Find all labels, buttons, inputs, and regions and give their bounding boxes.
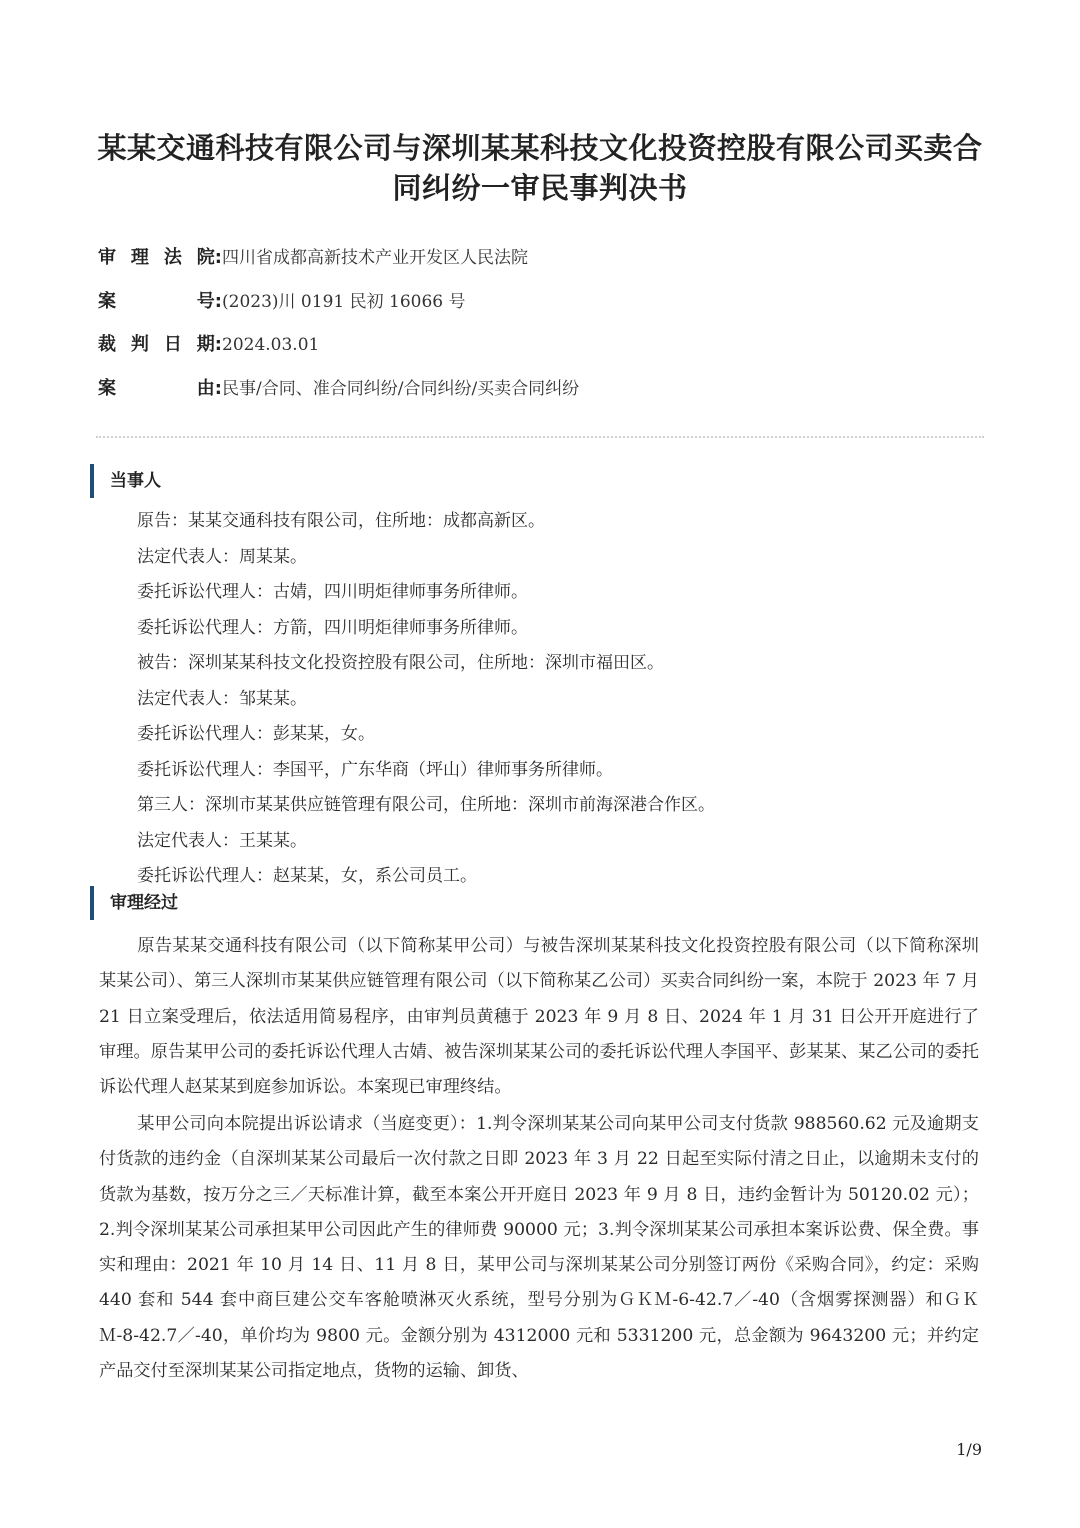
proceedings-paragraph <box>99 929 979 1105</box>
meta-cause-row <box>98 367 978 411</box>
section-heading-proceedings: 审理经过 <box>90 886 490 920</box>
party-line: 第三人：深圳市某某供应链管理有限公司，住所地：深圳市前海深港合作区。 <box>137 795 715 815</box>
party-line: 被告：深圳某某科技文化投资控股有限公司，住所地：深圳市福田区。 <box>137 653 664 673</box>
party-line: 法定代表人：邹某某。 <box>137 688 307 709</box>
label-char: 案 <box>98 377 116 399</box>
meta-case-no-row <box>98 280 978 324</box>
label-char: 日 <box>163 334 182 355</box>
label-char: 期: <box>196 334 222 355</box>
dotted-divider <box>96 436 984 438</box>
label-char: 号: <box>196 290 222 312</box>
meta-case-no-value: (2023)川 0191 民初 16066 号 <box>222 291 466 312</box>
party-line: 委托诉讼代理人：古婧，四川明炬律师事务所律师。 <box>137 582 528 602</box>
label-char: 法 <box>163 247 182 268</box>
section-heading-parties: 当事人 <box>90 464 490 498</box>
paragraph-text: 某甲公司向本院提出诉讼请求（当庭变更）：1.判令深圳某某公司向某甲公司支付货款 988560.62 元及逾期支付货款的违约金（自深圳某某公司最后一次付款之日即 2023 年 3 月 22 日起至实际付清之日止，以逾期未支付的货款为基数，按万分之三／天标准计算，截至本案公开开庭日 2023 年 9 月 8 日，违约金暂计为 50120.02 元）；2.判令深圳某某公司承担某甲公司因此产生的律师费 90000 元；3.判令深圳某某公司承担本案诉讼费、保全费。事实和理由：2021 年 10 月 14 日、11 月 8 日，某甲公司与深圳某某公司分别签订两份《采购合同》，约定：采购 440 套和 544 套中商巨建公交车客舱喷淋灭火系统，型号分别为ＧＫＭ-6-42.7／-40（含烟雾探测器）和ＧＫＭ-8-42.7／-40，单价均为 9800 元。金额分别为 4312000 元和 5331200 元，总金额为 9643200 元；并约定产品交付至深圳某某公司指定地点，货物的运输、卸货、 <box>99 1114 979 1382</box>
label-char: 案 <box>98 290 116 312</box>
claims-paragraph <box>99 1107 979 1389</box>
party-line: 法定代表人：王某某。 <box>137 830 307 851</box>
meta-date-value: 2024.03.01 <box>222 335 320 355</box>
meta-cause-label <box>98 367 222 411</box>
label-char: 由: <box>196 377 222 399</box>
meta-court-row <box>98 236 978 280</box>
label-char: 理 <box>130 247 149 268</box>
party-line: 委托诉讼代理人：李国平，广东华商（坪山）律师事务所律师。 <box>137 759 613 780</box>
meta-cause-value: 民事/合同、准合同纠纷/合同纠纷/买卖合同纠纷 <box>222 378 580 399</box>
meta-date-label <box>98 323 222 367</box>
party-line: 委托诉讼代理人：方箭，四川明炬律师事务所律师。 <box>137 617 528 638</box>
party-line: 法定代表人：周某某。 <box>137 546 307 567</box>
party-line: 委托诉讼代理人：彭某某，女。 <box>137 724 375 744</box>
paragraph-text: 原告某某交通科技有限公司（以下简称某甲公司）与被告深圳某某科技文化投资控股有限公司（以下简称深圳某某公司）、第三人深圳市某某供应链管理有限公司（以下简称某乙公司）买卖合同纠纷一案，本院于 2023 年 7 月 21 日立案受理后，依法适用简易程序，由审判员黄穗于 2023 年 9 月 8 日、2024 年 1 月 31 日公开开庭进行了审理。原告某甲公司的委托诉讼代理人古婧、被告深圳某某公司的委托诉讼代理人李国平、彭某某、某乙公司的委托诉讼代理人赵某某到庭参加诉讼。本案现已审理终结。 <box>99 936 979 1098</box>
document-title: 某某交通科技有限公司与深圳某某科技文化投资控股有限公司买卖合同纠纷一审民事判决书 <box>97 131 983 205</box>
label-char: 裁 <box>98 334 116 355</box>
meta-case-no-label <box>98 280 222 324</box>
parties-list <box>137 504 987 895</box>
label-char: 院: <box>196 247 222 268</box>
case-metadata <box>98 236 978 410</box>
label-char: 判 <box>130 334 149 355</box>
meta-date-row <box>98 323 978 367</box>
party-line: 委托诉讼代理人：赵某某，女，系公司员工。 <box>137 866 477 886</box>
label-char: 审 <box>98 247 116 268</box>
meta-court-value: 四川省成都高新技术产业开发区人民法院 <box>222 248 528 268</box>
party-line: 原告：某某交通科技有限公司，住所地：成都高新区。 <box>137 511 545 531</box>
page-number: 1/9 <box>956 1440 982 1459</box>
meta-court-label <box>98 236 222 280</box>
